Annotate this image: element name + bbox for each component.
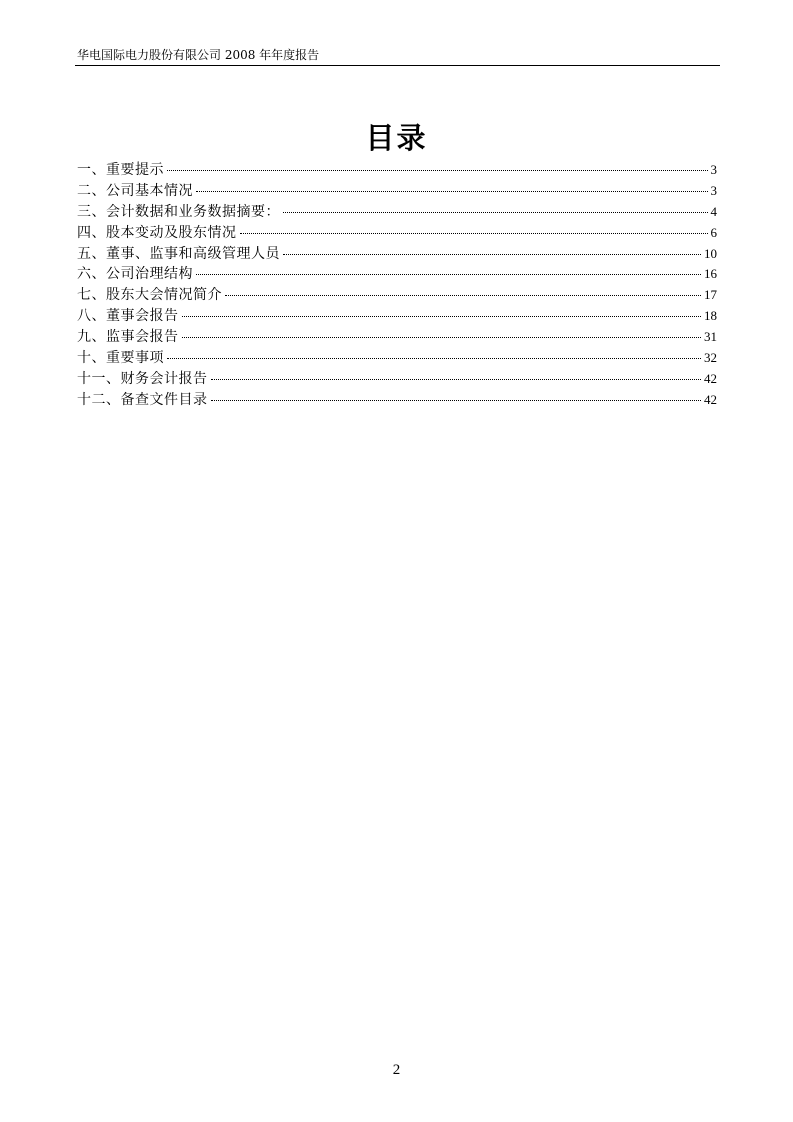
toc-dot-leader (211, 400, 702, 401)
toc-entry[interactable] (77, 348, 717, 369)
toc-title: 目录 (365, 121, 428, 155)
toc-entry-label: 六、公司治理结构 (77, 266, 193, 283)
toc-dot-leader (211, 379, 702, 380)
toc-entry-label: 三、会计数据和业务数据摘要： (77, 203, 280, 220)
toc-entry-page: 18 (704, 308, 717, 324)
toc-dot-leader (225, 295, 701, 296)
toc-entry-page: 3 (710, 182, 717, 198)
toc-entry[interactable] (77, 202, 717, 223)
page-number: 2 (392, 1062, 401, 1078)
toc-entry-page: 3 (710, 162, 717, 177)
toc-dot-leader (240, 233, 708, 234)
toc-entry[interactable] (77, 181, 717, 202)
toc-entry[interactable] (77, 285, 717, 306)
toc-dot-leader (196, 191, 708, 192)
toc-dot-leader (283, 212, 708, 213)
toc-entry-page: 17 (704, 287, 717, 303)
toc-entry-label: 十一、财务会计报告 (77, 370, 208, 387)
toc-dot-leader (182, 337, 702, 338)
running-header: 华电国际电力股份有限公司 2008 年年度报告 (77, 48, 320, 62)
toc-entry-page: 16 (704, 266, 717, 282)
toc-entry-label: 四、股本变动及股东情况 (77, 224, 237, 241)
toc-entry[interactable] (77, 264, 717, 285)
toc-entry-label: 八、董事会报告 (77, 308, 179, 325)
toc-entry-page: 31 (704, 329, 717, 345)
header-divider (75, 65, 720, 66)
toc-dot-leader (167, 358, 701, 359)
toc-dot-leader (196, 274, 701, 275)
toc-entry-label: 十、重要事项 (77, 350, 164, 367)
toc-entry-label: 七、股东大会情况简介 (77, 287, 222, 304)
toc-entry[interactable] (77, 223, 717, 244)
toc-entry[interactable] (77, 306, 717, 327)
toc-entry-page: 10 (704, 245, 717, 261)
toc-entry-label: 九、监事会报告 (77, 329, 179, 346)
toc-dot-leader (283, 254, 701, 255)
toc-entry[interactable] (77, 160, 717, 181)
table-of-contents (77, 160, 717, 411)
toc-entry-page: 42 (704, 370, 717, 386)
toc-entry-label: 一、重要提示 (77, 162, 164, 178)
toc-entry-label: 五、董事、监事和高级管理人员 (77, 245, 280, 262)
toc-entry-page: 42 (704, 391, 717, 407)
toc-dot-leader (167, 170, 708, 171)
toc-entry[interactable] (77, 369, 717, 390)
toc-entry-page: 4 (710, 203, 717, 219)
toc-entry[interactable] (77, 327, 717, 348)
toc-entry[interactable] (77, 244, 717, 265)
toc-entry-page: 6 (710, 224, 717, 240)
toc-entry[interactable] (77, 390, 717, 411)
toc-entry-label: 十二、备查文件目录 (77, 391, 208, 408)
toc-entry-label: 二、公司基本情况 (77, 182, 193, 199)
toc-entry-page: 32 (704, 350, 717, 366)
toc-dot-leader (182, 316, 702, 317)
